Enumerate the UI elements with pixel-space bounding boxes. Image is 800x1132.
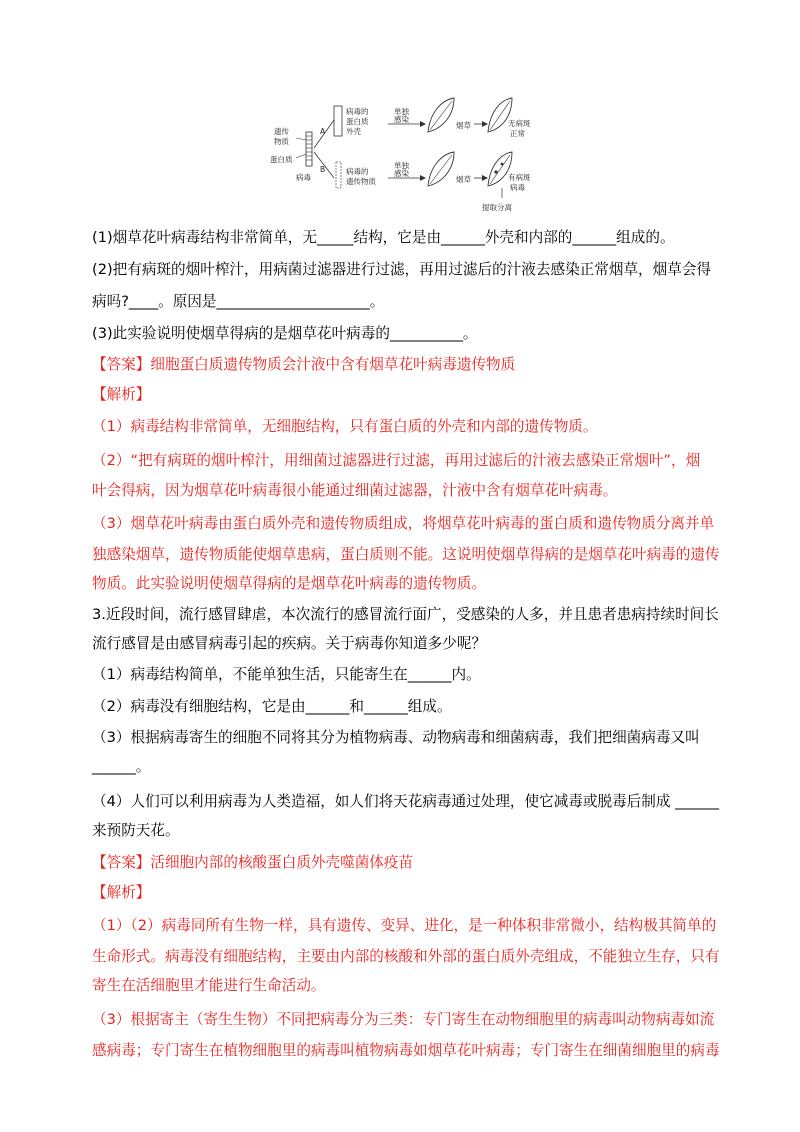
leaf-top-label: 烟草 — [456, 121, 471, 130]
answer-2: 【答案】活细胞内部的核酸蛋白质外壳噬菌体疫苗 — [92, 854, 414, 871]
label-genetic-1: 遗传 — [274, 127, 289, 136]
box-top-2: 蛋白质 — [346, 117, 369, 126]
arrow-bottom-2: 感染 — [394, 169, 409, 178]
analysis-1-3b: 独感染烟草，遗传物质能使烟草患病，蛋白质则不能。这说明使烟草得病的是烟草花叶病毒的遗传 — [92, 546, 720, 563]
box-bottom-2: 遗传物质 — [346, 177, 376, 186]
result-bottom-1: 有病斑 — [508, 173, 531, 182]
arrow-top-2: 感染 — [394, 115, 409, 124]
arrow-top-1: 单独 — [394, 107, 409, 116]
result-bottom-2: 病毒 — [510, 183, 525, 192]
analysis-2-3a: （3）根据寄主（寄生生物）不同把病毒分为三类：专门寄生在动物细胞里的病毒叫动物病毒如流 — [92, 1011, 715, 1028]
analysis-1-1: （1）病毒结构非常简单，无细胞结构，只有蛋白质的外壳和内部的遗传物质。 — [92, 418, 598, 435]
analysis-1-3c: 物质。此实验说明使烟草得病的是烟草花叶病毒的遗传物质。 — [92, 575, 487, 592]
analysis-2-12b: 生命形式。病毒没有细胞结构，主要由内部的核酸和外部的蛋白质外壳组成，不能独立生存，只有 — [92, 948, 720, 965]
leaf-bottom-label: 烟草 — [456, 175, 471, 184]
tobacco-leaf-icon-bottom — [428, 152, 454, 186]
q2-part1: (1)烟草花叶病毒结构非常简单，无_____结构，它是由______外壳和内部的______组成的。 — [92, 229, 675, 246]
q3-part3-line2: ______。 — [92, 758, 151, 775]
box-top-3: 外壳 — [346, 127, 361, 136]
box-top-1: 病毒的 — [346, 107, 369, 116]
protein-shell-icon — [334, 106, 342, 136]
q3-part4-line2: 来预防天花。 — [92, 822, 180, 839]
diagram-svg — [270, 92, 536, 216]
result-top-1: 无病斑 — [508, 119, 531, 128]
label-virus: 病毒 — [296, 173, 311, 182]
label-genetic-2: 物质 — [274, 137, 289, 146]
virus-rod-icon — [306, 132, 312, 166]
analysis-1-3a: （3）烟草花叶病毒由蛋白质外壳和遗传物质组成，将烟草花叶病毒的蛋白质和遗传物质分离并单 — [92, 515, 715, 532]
genetic-material-icon — [336, 162, 341, 188]
answer-1: 【答案】细胞蛋白质遗传物质会汁液中含有烟草花叶病毒遗传物质 — [92, 356, 516, 373]
q2-part2-line2: 病吗?____。原因是_____________________。 — [92, 293, 385, 310]
q3-part2: （2）病毒没有细胞结构，它是由______和______组成。 — [92, 698, 452, 715]
analysis-1-2a: （2）“把有病斑的烟叶榨汁，用细菌过滤器进行过滤，再用过滤后的汁液去感染正常烟叶”，烟 — [92, 452, 701, 469]
result-top-2: 正常 — [510, 129, 525, 138]
box-bottom-1: 病毒的 — [346, 167, 369, 176]
analysis-2-12a: （1）（2）病毒同所有生物一样，具有遗传、变异、进化，是一种体积非常微小，结构极其简单的 — [92, 917, 717, 934]
arrow-bottom-1: 单独 — [394, 161, 409, 170]
branch-a-label: A — [320, 127, 326, 136]
q2-part2-line1: (2)把有病斑的烟叶榨汁，用病菌过滤器进行过滤，再用过滤后的汁液去感染正常烟草，烟草会得 — [92, 261, 712, 278]
analysis-1-2b: 叶会得病，因为烟草花叶病毒很小能通过细菌过滤器，汁液中含有烟草花叶病毒。 — [92, 482, 618, 499]
analysis-2-12c: 寄生在活细胞里才能进行生命活动。 — [92, 977, 326, 994]
tobacco-mosaic-virus-experiment-diagram — [270, 92, 536, 216]
q2-part3: (3)此实验说明使烟草得病的是烟草花叶病毒的__________。 — [92, 325, 478, 342]
analysis-2-3b: 感病毒；专门寄生在植物细胞里的病毒叫植物病毒如烟草花叶病毒；专门寄生在细菌细胞里的病毒 — [92, 1042, 720, 1059]
q3-part4-line1: （4）人们可以利用病毒为人类造福，如人们将天花病毒通过处理，使它减毒或脱毒后制成 ______ — [92, 793, 719, 810]
q3-intro-line2: 流行感冒是由感冒病毒引起的疾病。关于病毒你知道多少呢？ — [92, 635, 487, 652]
q3-part3-line1: （3）根据病毒寄生的细胞不同将其分为植物病毒、动物病毒和细菌病毒，我们把细菌病毒又叫 — [92, 729, 700, 746]
analysis-heading-1: 【解析】 — [92, 386, 151, 403]
label-protein: 蛋白质 — [270, 155, 293, 164]
q3-part1: （1）病毒结构简单，不能单独生活，只能寄生在______内。 — [92, 666, 481, 683]
extract-label: 提取分离 — [482, 203, 512, 212]
analysis-heading-2: 【解析】 — [92, 884, 151, 901]
branch-b-label: B — [320, 165, 326, 174]
tobacco-leaf-icon-top — [428, 98, 454, 132]
q3-intro-line1: 3.近段时间，流行感冒肆虐，本次流行的感冒流行面广，受感染的人多，并且患者患病持续时间长 — [92, 606, 719, 623]
